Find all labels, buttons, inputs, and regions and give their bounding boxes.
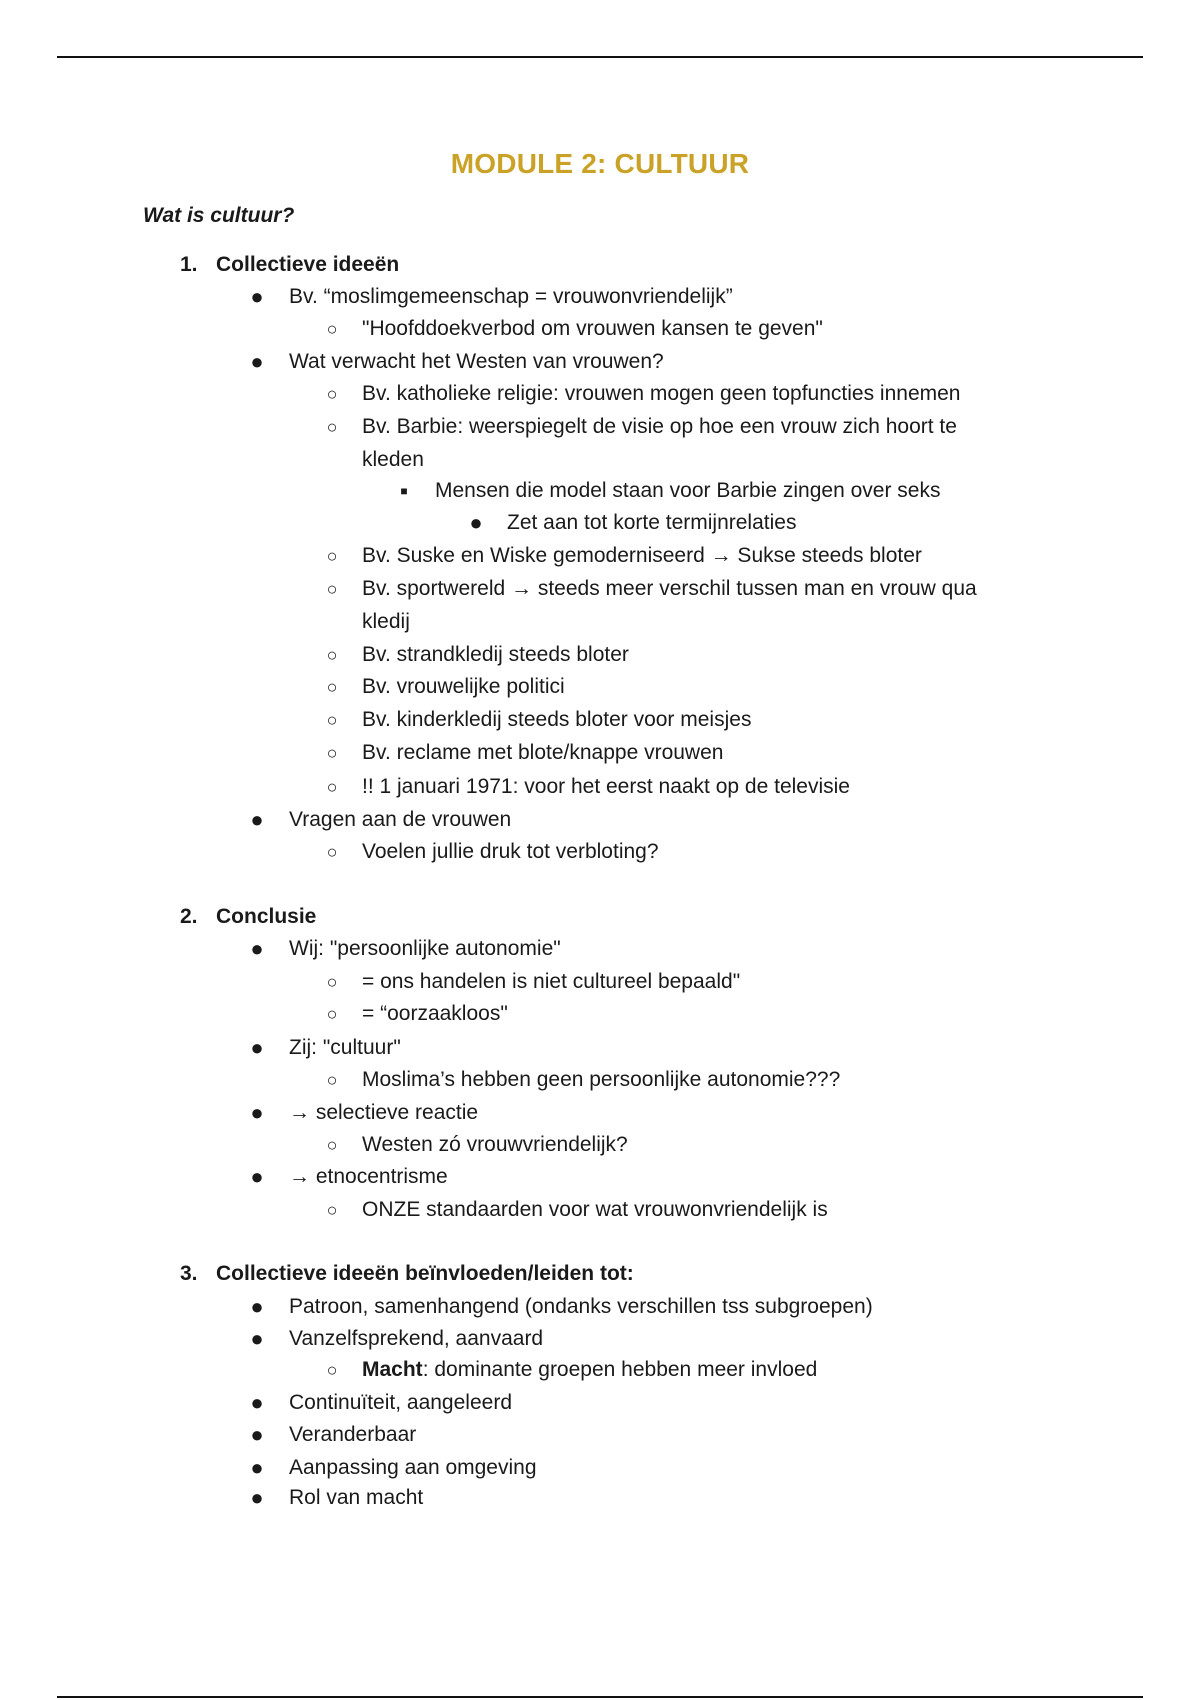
- list-item-text: !! 1 januari 1971: voor het eerst naakt op de televisie: [362, 775, 850, 798]
- section-number: 1.: [180, 253, 198, 276]
- list-item-text: Aanpassing aan omgeving: [289, 1456, 537, 1479]
- list-item-text: Bv. strandkledij steeds bloter: [362, 643, 629, 666]
- bullet-icon: ●: [250, 1422, 264, 1447]
- list-item-text: → selectieve reactie: [289, 1101, 479, 1124]
- bullet-icon: ●: [250, 807, 264, 832]
- circle-bullet-icon: ○: [326, 1360, 338, 1380]
- bullet-icon: ●: [250, 1390, 264, 1415]
- list-item-text: Bv. katholieke religie: vrouwen mogen geen topfuncties innemen: [362, 382, 961, 405]
- square-bullet-icon: ■: [400, 484, 408, 498]
- footer-rule: [57, 1696, 1143, 1698]
- circle-bullet-icon: ○: [326, 677, 338, 697]
- circle-bullet-icon: ○: [326, 579, 338, 599]
- section-title: Collectieve ideeën: [216, 253, 400, 276]
- list-item-text: Bv. Barbie: weerspiegelt de visie op hoe een vrouw zich hoort te: [362, 415, 957, 438]
- list-item-text: Vragen aan de vrouwen: [289, 808, 512, 831]
- circle-bullet-icon: ○: [326, 972, 338, 992]
- bullet-icon: ●: [250, 1326, 264, 1351]
- header-rule: [57, 56, 1143, 58]
- list-item-text: Westen zó vrouwvriendelijk?: [362, 1133, 628, 1156]
- bullet-icon: ●: [250, 284, 264, 309]
- bullet-icon: ●: [250, 1485, 264, 1510]
- page-title: MODULE 2: CULTUUR: [450, 148, 750, 179]
- list-item-text: [362, 1356, 817, 1384]
- list-item-text: Bv. vrouwelijke politici: [362, 675, 565, 698]
- bullet-icon: ●: [250, 1164, 264, 1189]
- list-item-text: = “oorzaakloos": [362, 1002, 508, 1025]
- list-item-text: kledij: [362, 610, 410, 633]
- bullet-icon: ●: [250, 936, 264, 961]
- emphasis-text: Macht: [362, 1358, 423, 1381]
- circle-bullet-icon: ○: [326, 1200, 338, 1220]
- list-item-text: Voelen jullie druk tot verbloting?: [362, 840, 659, 863]
- circle-bullet-icon: ○: [326, 384, 338, 404]
- subtitle: Wat is cultuur?: [143, 204, 295, 227]
- list-item-text: Veranderbaar: [289, 1423, 417, 1446]
- circle-bullet-icon: ○: [326, 777, 338, 797]
- bullet-icon: ●: [250, 1100, 264, 1125]
- list-item-text: Bv. Suske en Wiske gemoderniseerd → Sukse steeds bloter: [362, 544, 922, 567]
- list-item-text: Bv. reclame met blote/knappe vrouwen: [362, 741, 724, 764]
- circle-bullet-icon: ○: [326, 546, 338, 566]
- circle-bullet-icon: ○: [326, 645, 338, 665]
- list-item-text: ONZE standaarden voor wat vrouwonvriendelijk is: [362, 1198, 828, 1221]
- list-item-text: Wat verwacht het Westen van vrouwen?: [289, 350, 664, 373]
- circle-bullet-icon: ○: [326, 710, 338, 730]
- circle-bullet-icon: ○: [326, 743, 338, 763]
- section-title: Conclusie: [216, 905, 317, 928]
- list-item-text: Bv. “moslimgemeenschap = vrouwonvriendelijk”: [289, 285, 733, 308]
- list-item-text: Mensen die model staan voor Barbie zingen over seks: [435, 479, 941, 502]
- list-item-text: = ons handelen is niet cultureel bepaald": [362, 970, 741, 993]
- list-item-text: Zet aan tot korte termijnrelaties: [507, 511, 797, 534]
- bullet-icon: ●: [469, 510, 483, 535]
- list-item-text: → etnocentrisme: [289, 1165, 448, 1188]
- list-item-text: Zij: "cultuur": [289, 1036, 401, 1059]
- list-item-text: Moslima’s hebben geen persoonlijke autonomie???: [362, 1068, 841, 1091]
- list-item-text: Vanzelfsprekend, aanvaard: [289, 1327, 544, 1350]
- section-number: 2.: [180, 905, 198, 928]
- circle-bullet-icon: ○: [326, 1004, 338, 1024]
- list-item-text-rest: : dominante groepen hebben meer invloed: [422, 1358, 818, 1381]
- circle-bullet-icon: ○: [326, 319, 338, 339]
- section-title: Collectieve ideeën beïnvloeden/leiden tot:: [216, 1262, 634, 1285]
- bullet-icon: ●: [250, 1455, 264, 1480]
- section-number: 3.: [180, 1262, 198, 1285]
- bullet-icon: ●: [250, 1035, 264, 1060]
- list-item-text: Wij: "persoonlijke autonomie": [289, 937, 561, 960]
- circle-bullet-icon: ○: [326, 1135, 338, 1155]
- bullet-icon: ●: [250, 1294, 264, 1319]
- list-item-text: Continuïteit, aangeleerd: [289, 1391, 512, 1414]
- circle-bullet-icon: ○: [326, 842, 338, 862]
- circle-bullet-icon: ○: [326, 417, 338, 437]
- list-item-text: Bv. kinderkledij steeds bloter voor meisjes: [362, 708, 752, 731]
- list-item-text: Patroon, samenhangend (ondanks verschillen tss subgroepen): [289, 1295, 873, 1318]
- bullet-icon: ●: [250, 349, 264, 374]
- list-item-text: kleden: [362, 448, 424, 471]
- list-item-text: Bv. sportwereld → steeds meer verschil tussen man en vrouw qua: [362, 577, 977, 600]
- list-item-text: "Hoofddoekverbod om vrouwen kansen te geven": [362, 317, 823, 340]
- list-item-text: Rol van macht: [289, 1486, 424, 1509]
- circle-bullet-icon: ○: [326, 1070, 338, 1090]
